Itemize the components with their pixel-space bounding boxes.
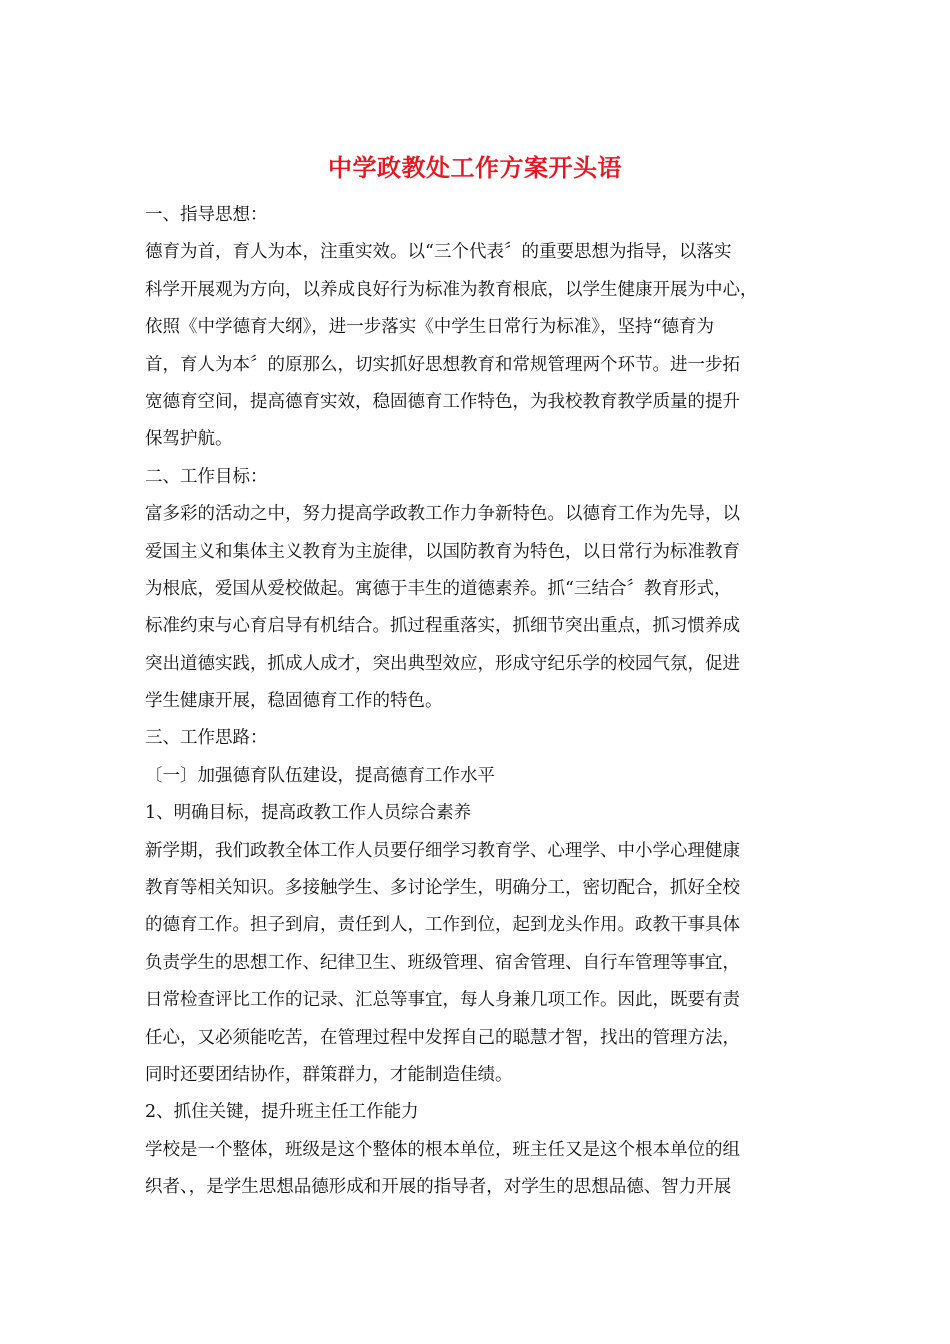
text-line: 负责学生的思想工作、纪律卫生、班级管理、宿舍管理、自行车管理等事宜， [145, 952, 740, 973]
text-line: 首，育人为本〞的原那么，切实抓好思想教育和常规管理两个环节。进一步拓 [145, 354, 740, 375]
text-line: 为根底，爱国从爱校做起。寓德于丰生的道德素养。抓“三结合〞教育形式， [145, 578, 732, 599]
text-line: 二、工作目标： [145, 466, 268, 487]
text-line: 德育为首，育人为本，注重实效。以“三个代表〞的重要思想为指导，以落实 [145, 242, 732, 263]
text-line: 2、抓住关键，提升班主任工作能力 [145, 1102, 419, 1123]
text-line: 一、指导思想： [145, 205, 268, 225]
text-line: 1、明确目标，提高政教工作人员综合素养 [145, 803, 472, 824]
text-line: 任心，又必须能吃苦，在管理过程中发挥自己的聪慧才智，找出的管理方法， [145, 1027, 740, 1048]
text-line: 新学期，我们政教全体工作人员要仔细学习教育学、心理学、中小学心理健康 [145, 840, 740, 861]
text-line: 教育等相关知识。多接触学生、多讨论学生，明确分工，密切配合，抓好全校 [145, 878, 740, 899]
text-line: 保驾护航。 [145, 429, 233, 450]
text-line: 学校是一个整体，班级是这个整体的根本单位，班主任又是这个根本单位的组 [145, 1139, 740, 1160]
text-line: 依照《中学德育大纲》，进一步落实《中学生日常行为标准》，坚持“德育为 [145, 317, 714, 338]
text-line: 三、工作思路： [145, 728, 268, 749]
text-line: 标准约束与心育启导有机结合。抓过程重落实，抓细节突出重点，抓习惯养成 [145, 616, 740, 637]
text-line: 日常检查评比工作的记录、汇总等事宜，每人身兼几项工作。因此，既要有责 [145, 990, 740, 1011]
document-body [145, 197, 805, 1207]
text-line: 同时还要团结协作，群策群力，才能制造佳绩。 [145, 1064, 513, 1085]
text-line: 科学开展观为方向，以养成良好行为标准为教育根底，以学生健康开展为中心， [145, 279, 758, 300]
text-line: 宽德育空间，提高德育实效，稳固德育工作特色，为我校教育教学质量的提升 [145, 391, 740, 412]
text-line: 学生健康开展，稳固德育工作的特色。 [145, 691, 443, 712]
text-line: 的德育工作。担子到肩，责任到人，工作到位，起到龙头作用。政教干事具体 [145, 915, 740, 936]
text-line: 富多彩的活动之中，努力提高学政教工作力争新特色。以德育工作为先导，以 [145, 504, 740, 525]
text-line: 织者、，是学生思想品德形成和开展的指导者，对学生的思想品德、智力开展 [145, 1177, 732, 1198]
text-line: 爱国主义和集体主义教育为主旋律，以国防教育为特色，以日常行为标准教育 [145, 541, 740, 562]
text-line: 突出道德实践，抓成人成才，突出典型效应，形成守纪乐学的校园气氛，促进 [145, 653, 740, 674]
text-line: 〔一〕加强德育队伍建设，提高德育工作水平 [145, 765, 495, 786]
document-title: 中学政教处工作方案开头语 [328, 153, 622, 182]
